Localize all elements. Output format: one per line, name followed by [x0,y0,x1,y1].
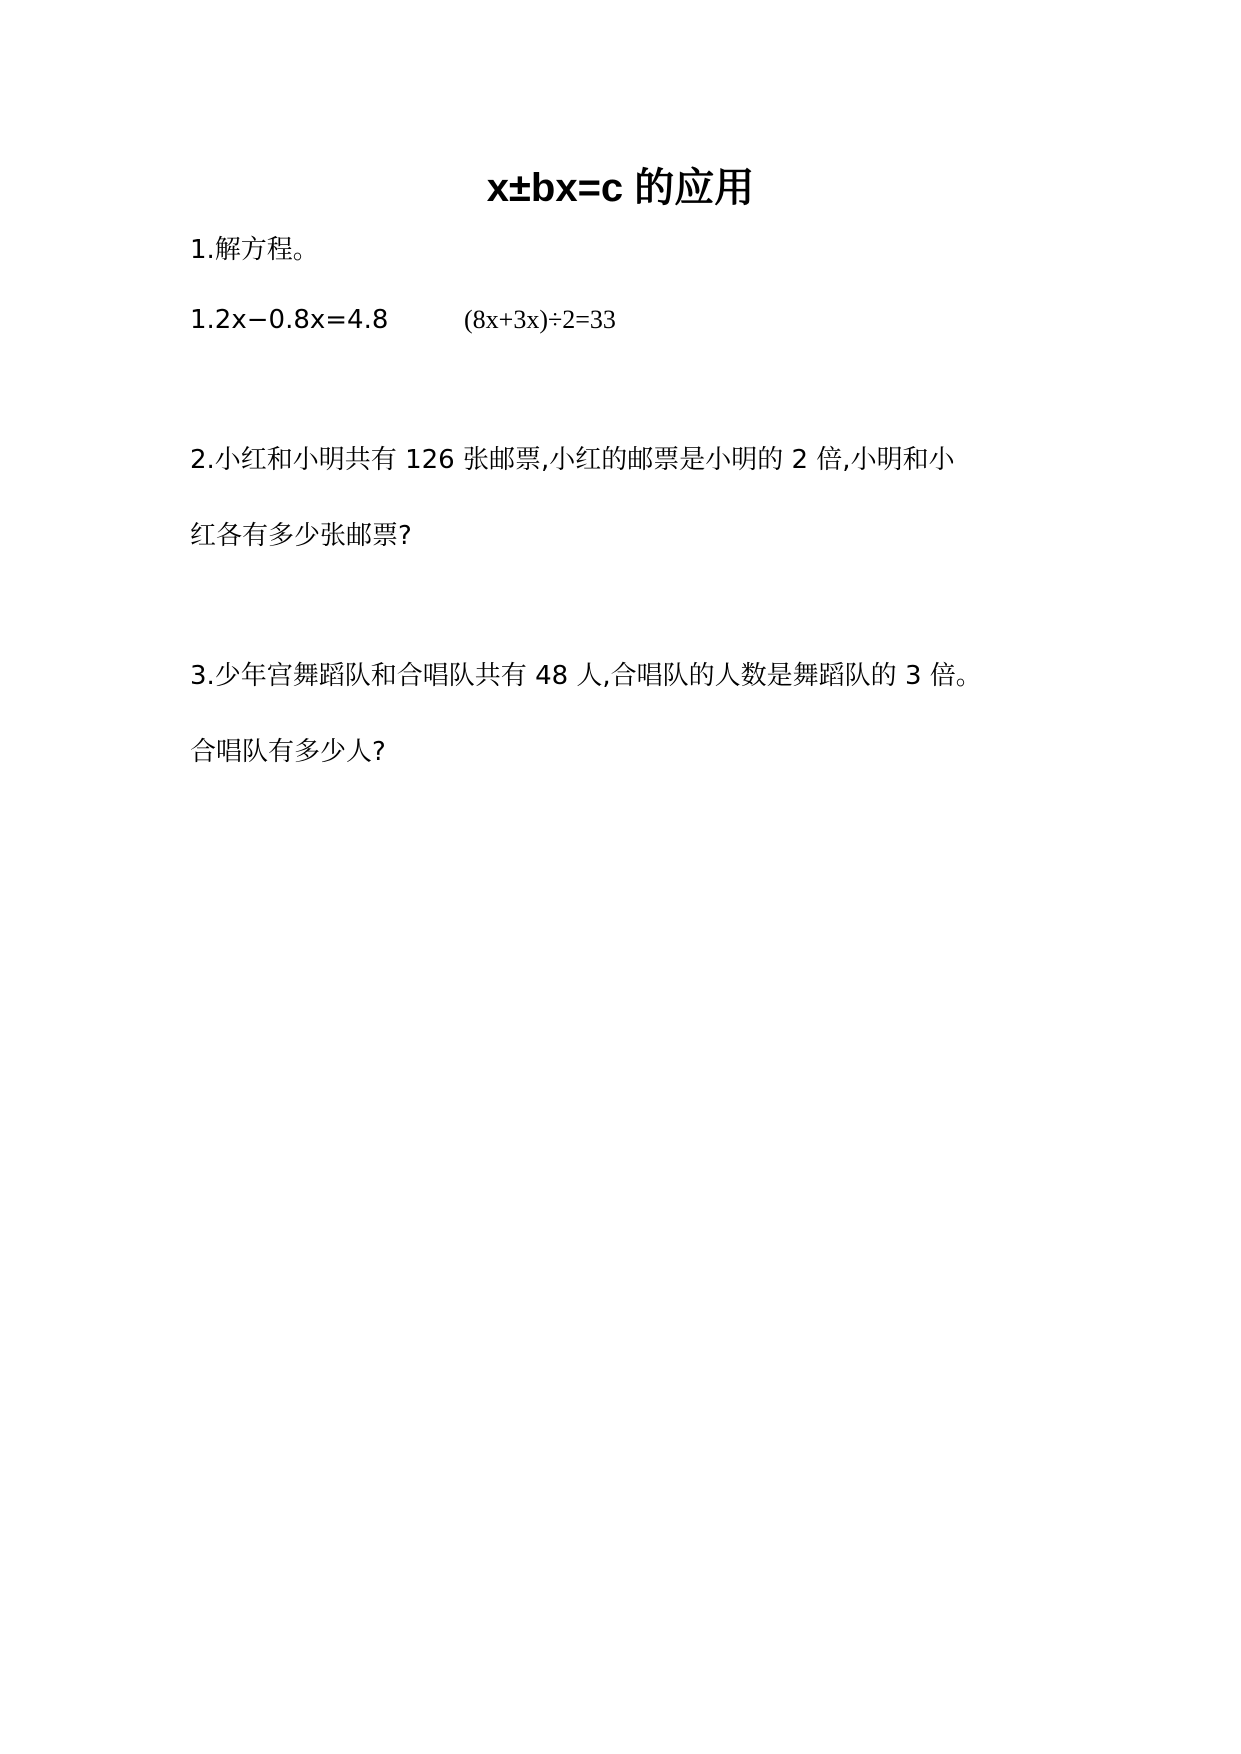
equation-1: 1.2x−0.8x=4.8 [190,305,389,335]
equation-2: (8x+3x)÷2=33 [464,305,616,334]
question-1-heading: 1.解方程。 [190,235,319,265]
page-title: x±bx=c 的应用 [486,166,755,210]
question-3-line-2: 合唱队有多少人? [190,737,386,767]
question-3-line-1: 3.少年宫舞蹈队和合唱队共有 48 人,合唱队的人数是舞蹈队的 3 倍。 [190,661,982,691]
question-2-line-2: 红各有多少张邮票? [190,521,412,551]
question-2-line-1: 2.小红和小明共有 126 张邮票,小红的邮票是小明的 2 倍,小明和小 [190,445,955,475]
